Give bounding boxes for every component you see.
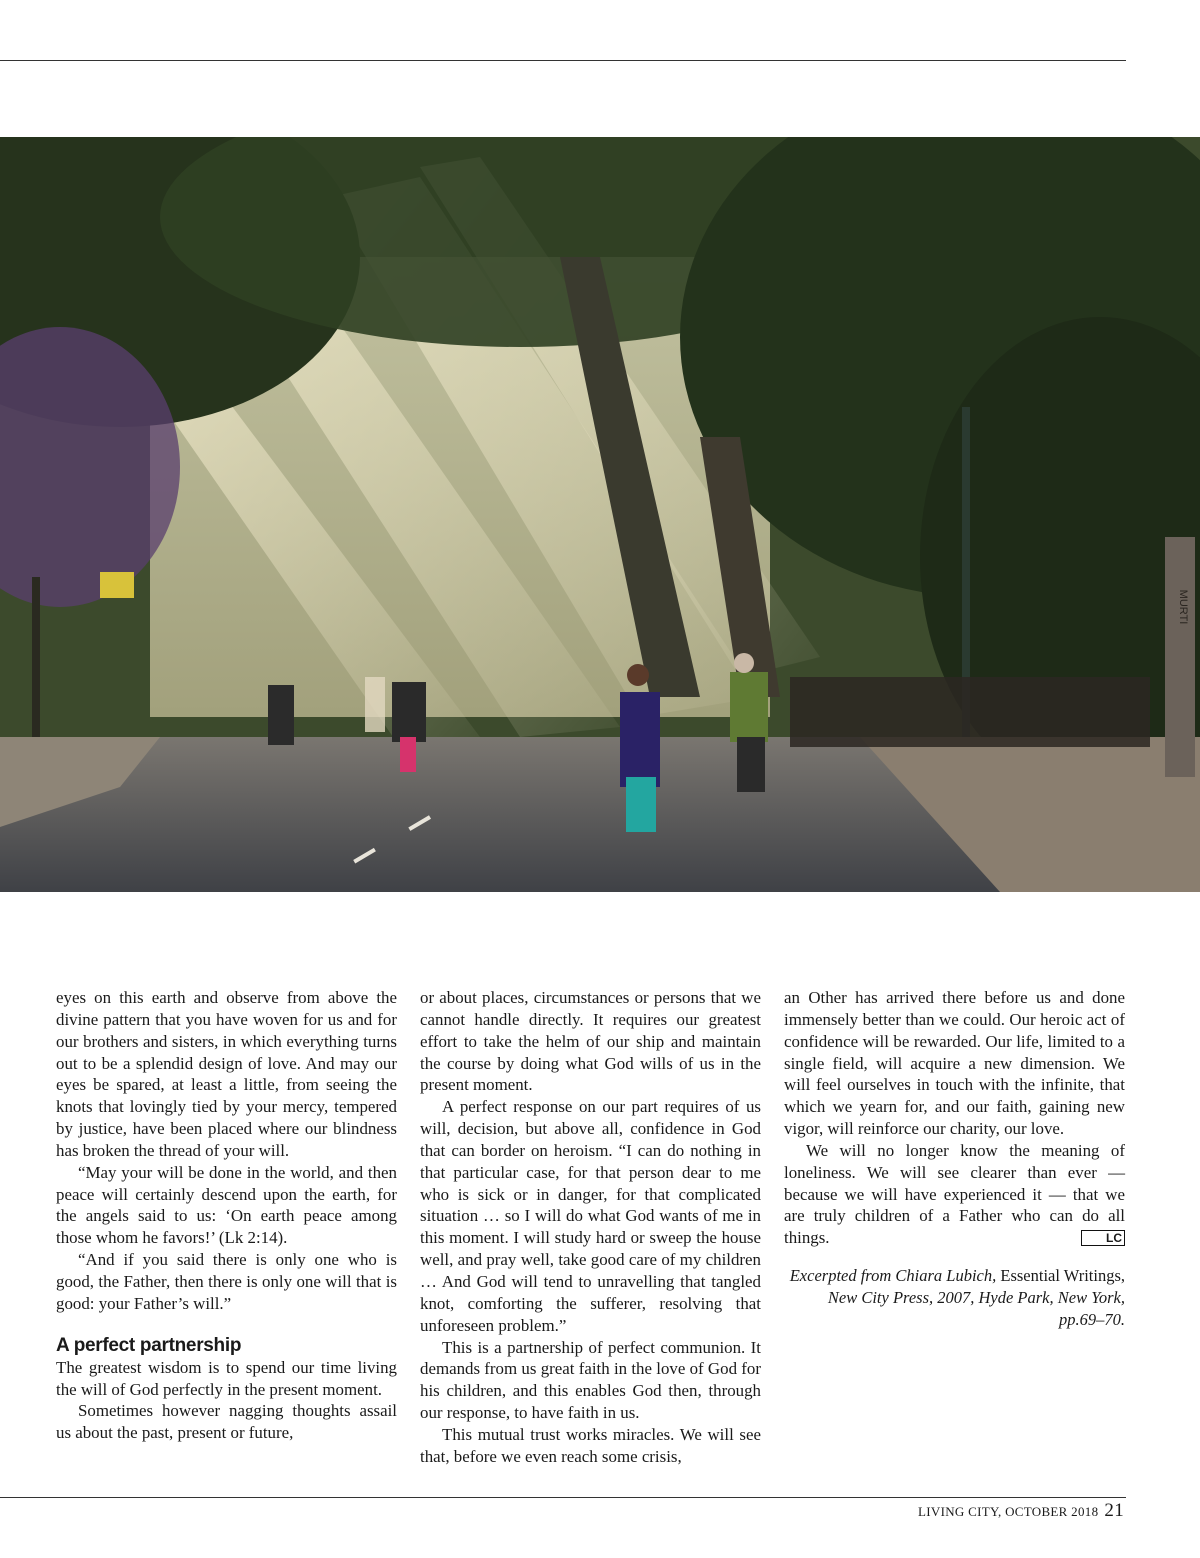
source-title: Essential Writings,: [1000, 1266, 1125, 1286]
paragraph: This is a partnership of perfect communion. It demands from us great faith in the love of God for his children, and this enables God then, through our response, to have faith in us.: [420, 1337, 761, 1423]
page-number: 21: [1104, 1500, 1124, 1521]
paragraph: “May your will be done in the world, and then peace will certainly descend upon the earth, for the angels said to us: ‘On earth peace among those whom he favors!’ (Lk 2:14).: [56, 1162, 397, 1248]
column-1: [56, 987, 397, 1444]
paragraph-text: We will no longer know the meaning of loneliness. We will see clearer than ever — because we will have experienced it — that we are truly children of a Father who can do all things.: [784, 1140, 1125, 1248]
paragraph: eyes on this earth and observe from above the divine pattern that you have woven for us and for our brothers and sisters, in which everything turns out to be a splendid design of love. And may our eyes be spared, at least a little, from seeing the knots that lovingly tied by your mercy, tempered by justice, have been placed where our blindness has broken the thread of your will.: [56, 988, 397, 1160]
end-mark-logo: LC: [1081, 1230, 1125, 1246]
paragraph: Sometimes however nagging thoughts assail us about the past, present or future,: [56, 1401, 397, 1443]
paragraph-final: [784, 1140, 1125, 1249]
paragraph: or about places, circumstances or persons that we cannot handle directly. It requires our greatest effort to take the helm of our ship and maintain the course by doing what God wills of us in the present moment.: [420, 988, 761, 1095]
paragraph: A perfect response on our part requires of us will, decision, but above all, confidence in God that can border on heroism. “I can do nothing in that particular case, for that person dear to me who is sick or in danger, for that complicated situation … so I will do what God wants of me in this moment. I will study hard or sweep the house well, and pray well, take good care of my children … And God will tend to unravelling that tangled knot, comforting the sufferer, resolving that unforeseen problem.”: [420, 1097, 761, 1335]
column-3: [784, 987, 1125, 1331]
paragraph: The greatest wisdom is to spend our time living the will of God perfectly in the present moment.: [56, 1357, 397, 1399]
publication-name: LIVING CITY, OCTOBER 2018: [918, 1504, 1099, 1519]
source-citation: [784, 1265, 1125, 1331]
source-tail: New City Press, 2007, Hyde Park, New York, pp.69–70.: [827, 1288, 1125, 1330]
bottom-rule: [0, 1497, 1126, 1498]
folio: [918, 1500, 1124, 1522]
paragraph: “And if you said there is only one who is good, the Father, then there is only one will that is good: your Father’s will.”: [56, 1250, 397, 1313]
source-lead: Excerpted from Chiara Lubich,: [789, 1266, 997, 1286]
sign-text: MURTI: [1177, 589, 1189, 625]
photo-tree-lined-road: [0, 137, 1200, 892]
column-2: [420, 987, 761, 1468]
top-rule: [0, 60, 1126, 61]
subheading: A perfect partnership: [56, 1334, 242, 1356]
paragraph: This mutual trust works miracles. We will see that, before we even reach some crisis,: [420, 1424, 761, 1466]
paragraph: an Other has arrived there before us and done immensely better than we could. Our heroic act of confidence will be rewarded. Our life, limited to a single field, will acquire a new dimension. We will feel ourselves in touch with the infinite, that which we yearn for, and our faith, gaining new vigor, will reinforce our charity, our love.: [784, 988, 1125, 1139]
